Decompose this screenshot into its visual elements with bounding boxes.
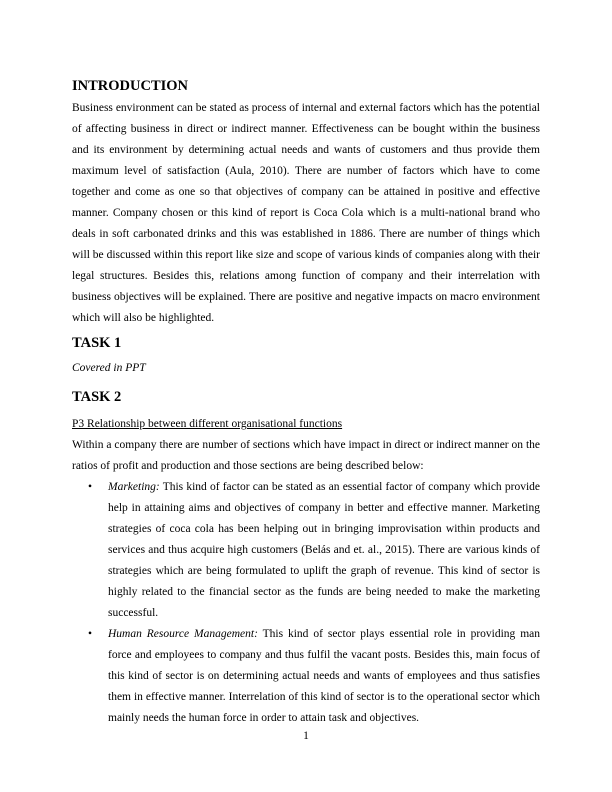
bullet-term: Marketing: [108, 481, 160, 493]
bullet-text: This kind of factor can be stated as an essential factor of company which provide help in attaining aims and objectives of company in better and effective manner. Marketing strategies of coca cola has been helping out in bringing improvisation within products and services and thus acquire high customers (Belás and et. al., 2015). There are various kinds of strategies which are being formulated to uplift the graph of revenue. This kind of sector is highly related to the financial sector as the funds are being needed to make the marketing successful. [108, 481, 540, 619]
task2-intro-paragraph: Within a company there are number of sections which have impact in direct or indirect manner on the ratios of profit and production and those sections are being described below: [72, 439, 540, 472]
functions-list [72, 477, 540, 729]
bullet-text: This kind of sector plays essential role in providing man force and employees to company and thus fulfil the vacant posts. Besides this, main focus of this kind of sector is on determining actual needs and wants of employees and thus satisfies them in effective manner. Interrelation of this kind of sector is to the operational sector which mainly needs the human force in order to attain task and objectives. [108, 628, 540, 724]
bullet-icon: • [88, 628, 93, 640]
task2-heading: TASK 2 [72, 389, 122, 405]
document-page [72, 76, 540, 729]
task1-note: Covered in PPT [72, 362, 146, 374]
introduction-paragraph: Business environment can be stated as process of internal and external factors which has the potential of affecting business in direct or indirect manner. Effectiveness can be bought within the business and its environment by determining actual needs and wants of customers and thus provide them maximum level of satisfaction (Aula, 2010). There are number of factors which have to come together and come as one so that objectives of company can be attained in positive and effective manner. Company chosen or this kind of report is Coca Cola which is a multi-national brand who deals in soft carbonated drinks and this was established in 1886. There are number of things which will be discussed within this report like size and scope of various kinds of companies along with their legal structures. Besides this, relations among function of company and their interrelation with business objectives will be explained. There are positive and negative impacts on macro environment which will also be highlighted. [72, 102, 540, 324]
list-item-hrm [72, 624, 540, 729]
list-item-marketing [72, 477, 540, 624]
task2-subheading: P3 Relationship between different organisational functions [72, 418, 343, 430]
introduction-heading: INTRODUCTION [72, 78, 189, 94]
bullet-term: Human Resource Management: [108, 628, 258, 640]
page-number: 1 [303, 730, 309, 742]
task1-heading: TASK 1 [72, 335, 122, 351]
bullet-icon: • [88, 481, 93, 493]
